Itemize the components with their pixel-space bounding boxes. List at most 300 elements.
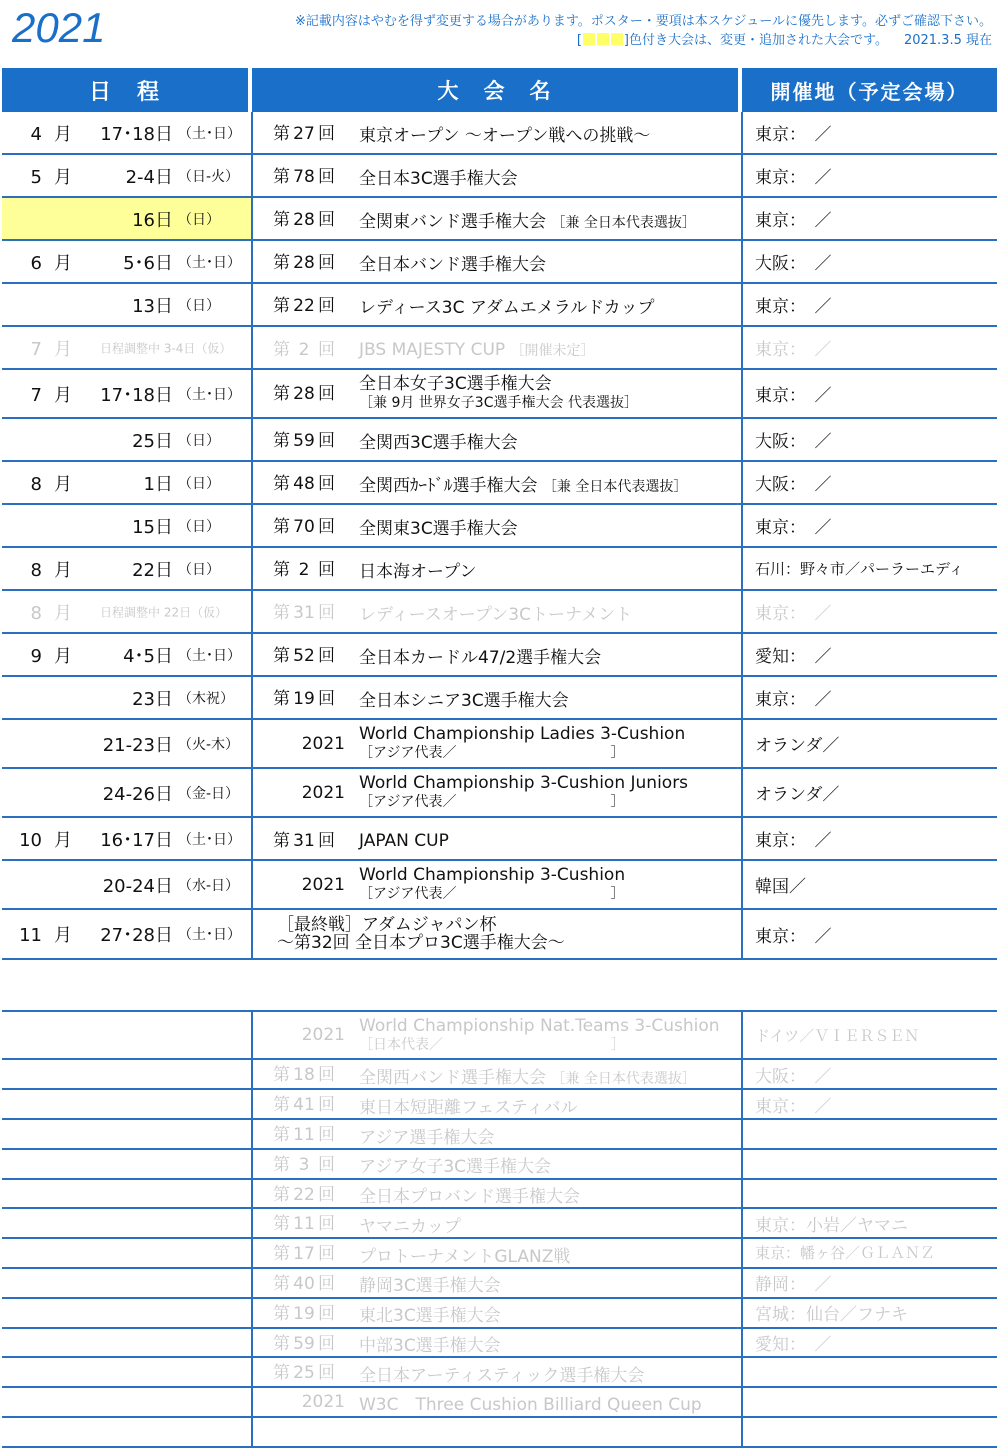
dai-label: 第 xyxy=(273,831,290,851)
venue-text: 東京： ／ xyxy=(755,297,832,317)
schedule-cell xyxy=(2,240,252,283)
round-value: 59 xyxy=(293,1333,315,1354)
table-row xyxy=(2,1328,997,1358)
month-unit: 月 xyxy=(54,252,72,274)
legend-note xyxy=(577,29,992,48)
event-note: ［兼 全日本代表選抜］ xyxy=(551,215,696,232)
venue-cell xyxy=(742,240,997,283)
schedule-cell xyxy=(2,909,252,959)
venue-cell xyxy=(742,418,997,461)
month-value: 8 xyxy=(30,602,42,624)
event-title: 東北3C選手権大会 xyxy=(359,1306,501,1327)
table-row xyxy=(2,1011,997,1059)
event-title: 全日本プロバンド選手権大会 xyxy=(359,1187,580,1207)
kai-label: 回 xyxy=(318,1065,335,1086)
kai-label: 回 xyxy=(318,252,335,273)
table-row xyxy=(2,1208,997,1238)
venue-text: 静岡： ／ xyxy=(755,1275,832,1295)
round-number xyxy=(253,469,345,494)
round-value: 22 xyxy=(293,1184,315,1205)
event-name xyxy=(359,1271,501,1296)
event-date: 25日 xyxy=(132,430,173,452)
table-row xyxy=(2,1268,997,1298)
event-title: 全関東3C選手権大会 xyxy=(359,519,518,540)
month-unit: 月 xyxy=(54,166,72,188)
month-label xyxy=(18,556,78,582)
event-year: 2021 xyxy=(301,782,345,803)
venue-text: 東京： ／ xyxy=(755,518,832,538)
table-row xyxy=(2,1387,997,1417)
round-number xyxy=(253,1358,345,1383)
event-title: 日本海オープン xyxy=(359,562,477,583)
venue-cell xyxy=(742,1119,997,1149)
venue-text: 愛知： ／ xyxy=(755,647,832,667)
round-number xyxy=(253,426,345,451)
month-value: 7 xyxy=(30,338,42,360)
month-value: 5 xyxy=(30,166,42,188)
venue-text: オランダ／ xyxy=(755,736,840,756)
event-date: 17･18日 xyxy=(100,384,173,406)
kai-label: 回 xyxy=(318,1363,335,1384)
event-date: 15日 xyxy=(132,516,173,538)
dai-label: 第 xyxy=(273,473,290,494)
event-cell xyxy=(252,590,742,633)
venue-cell xyxy=(742,1059,997,1089)
event-cell xyxy=(252,1208,742,1238)
event-name xyxy=(359,375,638,412)
schedule-cell xyxy=(2,547,252,590)
legend-bracket-open: [ xyxy=(576,33,582,48)
event-name xyxy=(359,831,449,851)
dai-label: 第 xyxy=(273,295,290,316)
event-date: 1日 xyxy=(143,473,173,495)
event-name xyxy=(359,1063,696,1088)
venue-text: オランダ／ xyxy=(755,785,840,805)
event-cell xyxy=(252,1059,742,1089)
dai-label: 第 xyxy=(273,1125,290,1145)
date-pending: 日程調整中 22日（仮） xyxy=(100,605,228,619)
event-cell xyxy=(252,112,742,154)
round-number xyxy=(253,248,345,273)
schedule-cell xyxy=(2,1179,252,1209)
table-row xyxy=(2,1417,997,1447)
venue-text: 東京： ／ xyxy=(755,386,832,406)
event-title: 全関西バンド選手権大会 xyxy=(359,1067,546,1088)
month-unit: 月 xyxy=(54,559,72,581)
month-unit: 月 xyxy=(54,829,72,851)
table-row xyxy=(2,547,997,590)
venue-cell xyxy=(742,1238,997,1268)
venue-text: 韓国／ xyxy=(755,877,806,897)
event-name xyxy=(359,1331,501,1356)
event-cell xyxy=(252,768,742,817)
dai-label: 第 xyxy=(273,516,290,537)
round-number xyxy=(253,1090,345,1115)
event-cell xyxy=(252,719,742,768)
round-number xyxy=(253,1209,345,1234)
event-subtitle: ［日本代表／ ］ xyxy=(359,1036,625,1053)
round-number xyxy=(253,1060,345,1085)
schedule-cell xyxy=(2,1328,252,1358)
kai-label: 回 xyxy=(318,1333,335,1354)
venue-text: 大阪： ／ xyxy=(755,432,832,452)
round-number xyxy=(253,826,345,851)
venue-text: 東京： ／ xyxy=(755,340,832,360)
table-row xyxy=(2,633,997,676)
schedule-cell xyxy=(2,1208,252,1238)
event-title: World Championship Ladies 3-Cushion xyxy=(359,724,686,744)
header-event: 大 会 名 xyxy=(252,68,738,112)
highlight-swatch xyxy=(597,33,609,45)
kai-label: 回 xyxy=(318,1244,335,1264)
event-title: 全関東バンド選手権大会 xyxy=(359,212,546,233)
table-row xyxy=(2,909,997,959)
table-row xyxy=(2,1357,997,1387)
venue-cell xyxy=(742,197,997,240)
kai-label: 回 xyxy=(318,1273,335,1294)
venue-text: 東京： ／ xyxy=(755,604,832,624)
event-subtitle: ～第32回 全日本プロ3C選手権大会～ xyxy=(277,933,565,953)
schedule-cell xyxy=(2,817,252,860)
event-title: World Championship 3-Cushion xyxy=(359,865,626,885)
venue-text: 大阪： ／ xyxy=(755,1066,832,1087)
event-title: プロトーナメントGLANZ戦 xyxy=(359,1246,571,1267)
event-cell xyxy=(252,326,742,369)
event-name xyxy=(277,916,565,952)
table-row xyxy=(2,154,997,197)
dai-label: 第 xyxy=(273,1154,290,1175)
event-date: 17･18日 xyxy=(100,123,173,145)
table-header xyxy=(2,68,997,112)
month-unit: 月 xyxy=(54,384,72,406)
event-year: 2021 xyxy=(301,733,345,754)
day-of-week: （日） xyxy=(178,518,220,535)
venue-cell xyxy=(742,1268,997,1298)
table-row xyxy=(2,1179,997,1209)
date-pending: 日程調整中 3-4日（仮） xyxy=(100,341,232,355)
event-date: 24-26日 xyxy=(102,783,173,805)
round-value: 52 xyxy=(293,645,315,666)
event-cell xyxy=(252,1179,742,1209)
event-title: アジア選手権大会 xyxy=(359,1127,495,1148)
event-cell xyxy=(252,633,742,676)
schedule-cell xyxy=(2,676,252,719)
event-name xyxy=(359,600,632,625)
kai-label: 回 xyxy=(318,209,335,230)
venue-cell xyxy=(742,633,997,676)
dai-label: 第 xyxy=(273,340,290,360)
schedule-cell xyxy=(2,1238,252,1268)
event-date: 16･17日 xyxy=(100,829,173,851)
schedule-cell xyxy=(2,112,252,154)
event-name xyxy=(359,557,476,582)
header-schedule: 日 程 xyxy=(2,68,248,112)
event-date: 2-4日 xyxy=(125,166,173,188)
header-venue: 開催地（予定会場） xyxy=(742,68,997,112)
round-value: 19 xyxy=(293,1303,315,1324)
event-cell xyxy=(252,197,742,240)
event-title: World Championship Nat.Teams 3-Cushion xyxy=(359,1015,720,1036)
round-value: 40 xyxy=(293,1273,315,1294)
dai-label: 第 xyxy=(273,1333,290,1354)
round-number xyxy=(253,684,345,709)
event-date: 5･6日 xyxy=(123,252,173,274)
kai-label: 回 xyxy=(318,1303,335,1324)
table-row xyxy=(2,1089,997,1119)
event-cell xyxy=(252,1298,742,1328)
venue-cell xyxy=(742,1417,997,1447)
kai-label: 回 xyxy=(318,1125,335,1145)
event-title: 全日本バンド選手権大会 xyxy=(359,255,546,276)
table-row xyxy=(2,1149,997,1179)
event-title: 中部3C選手権大会 xyxy=(359,1336,501,1356)
schedule-cell xyxy=(2,1298,252,1328)
schedule-cell xyxy=(2,283,252,326)
event-name xyxy=(359,774,688,811)
round-value: 17 xyxy=(293,1244,315,1264)
event-cell xyxy=(252,1011,742,1059)
schedule-cell xyxy=(2,1149,252,1179)
schedule-cell xyxy=(2,768,252,817)
event-title: 東日本短距離フェスティバル xyxy=(359,1097,578,1118)
day-of-week: （日） xyxy=(178,432,220,449)
event-year: 2021 xyxy=(301,1392,345,1412)
round-value: 27 xyxy=(293,123,315,144)
month-unit: 月 xyxy=(54,473,72,495)
kai-label: 回 xyxy=(318,1184,335,1205)
kai-label: 回 xyxy=(318,688,335,709)
kai-label: 回 xyxy=(318,1214,335,1235)
dai-label: 第 xyxy=(273,1303,290,1324)
round-value: 19 xyxy=(293,688,315,709)
round-number xyxy=(253,1180,345,1205)
venue-cell xyxy=(742,860,997,909)
event-cell xyxy=(252,1417,742,1447)
event-year: 2021 xyxy=(301,874,345,895)
round-number xyxy=(253,1299,345,1324)
table-row xyxy=(2,676,997,719)
venue-text: 石川：野々市／パーラーエディ xyxy=(755,560,964,578)
venue-cell xyxy=(742,326,997,369)
venue-cell xyxy=(742,1387,997,1417)
venue-text: 愛知： ／ xyxy=(755,1334,832,1355)
month-value: 6 xyxy=(30,252,42,274)
event-date: 16日 xyxy=(132,209,173,231)
table-row xyxy=(2,504,997,547)
event-date: 27･28日 xyxy=(100,925,173,946)
event-name xyxy=(359,1301,501,1326)
venue-cell xyxy=(742,1298,997,1328)
table-row xyxy=(2,461,997,504)
month-label xyxy=(18,642,78,668)
kai-label: 回 xyxy=(318,340,335,360)
schedule-cell xyxy=(2,1387,252,1417)
schedule-cell xyxy=(2,860,252,909)
event-title: ［最終戦］アダムジャパン杯 xyxy=(277,915,497,935)
dai-label: 第 xyxy=(273,1244,290,1264)
dai-label: 第 xyxy=(273,645,290,666)
table-row xyxy=(2,418,997,461)
day-of-week: （日） xyxy=(178,297,220,314)
month-label xyxy=(18,335,78,361)
event-cell xyxy=(252,504,742,547)
dai-label: 第 xyxy=(273,602,290,623)
table-row xyxy=(2,1298,997,1328)
event-name xyxy=(359,1390,702,1415)
round-value: 59 xyxy=(293,430,315,451)
month-label xyxy=(18,381,78,407)
kai-label: 回 xyxy=(318,383,335,404)
table-row xyxy=(2,369,997,418)
round-number xyxy=(253,598,345,623)
event-note: ［開催未定］ xyxy=(510,343,595,359)
month-label xyxy=(18,599,78,625)
venue-text: 東京： ／ xyxy=(755,211,832,231)
schedule-cell xyxy=(2,1011,252,1059)
round-value: 28 xyxy=(293,252,315,273)
round-value: 70 xyxy=(293,516,315,537)
month-value: 8 xyxy=(30,473,42,495)
schedule-cell xyxy=(2,461,252,504)
round-value: 31 xyxy=(293,602,315,623)
event-cell xyxy=(252,1238,742,1268)
event-name xyxy=(359,1152,551,1177)
event-name xyxy=(359,1182,580,1207)
venue-text: 東京： ／ xyxy=(755,831,832,851)
month-value: 7 xyxy=(30,384,42,406)
venue-cell xyxy=(742,676,997,719)
day-of-week: （土･日） xyxy=(178,831,241,848)
venue-text: 東京： ／ xyxy=(755,926,832,947)
round-value: 31 xyxy=(293,831,315,851)
venue-cell xyxy=(742,283,997,326)
as-of-date: 2021.3.5 現在 xyxy=(903,33,992,48)
day-of-week: （金-日） xyxy=(178,785,240,802)
table-row xyxy=(2,240,997,283)
event-subtitle: ［兼 9月 世界女子3C選手権大会 代表選抜］ xyxy=(359,395,638,411)
kai-label: 回 xyxy=(318,645,335,666)
dai-label: 第 xyxy=(273,166,290,187)
month-label xyxy=(18,921,78,947)
event-name xyxy=(359,514,518,539)
day-of-week: （日） xyxy=(178,211,220,228)
round-value: 28 xyxy=(293,209,315,230)
highlight-swatch xyxy=(611,33,623,45)
round-number xyxy=(253,512,345,537)
month-unit: 月 xyxy=(54,925,72,946)
kai-label: 回 xyxy=(318,123,335,144)
disclaimer-note: ※記載内容はやむを得ず変更する場合があります。ポスター・要項は本スケジュールに優先します。必ずご確認下さい。 xyxy=(294,14,992,29)
event-name xyxy=(359,207,696,232)
kai-label: 回 xyxy=(318,166,335,187)
round-number xyxy=(253,205,345,230)
round-value: 11 xyxy=(293,1214,315,1235)
round-number xyxy=(253,1269,345,1294)
table-row xyxy=(2,197,997,240)
month-value: 8 xyxy=(30,559,42,581)
dai-label: 第 xyxy=(273,123,290,144)
day-of-week: （火-木） xyxy=(178,736,240,753)
round-value: 11 xyxy=(293,1125,315,1145)
event-subtitle: ［アジア代表／ ］ xyxy=(359,745,625,761)
schedule-cell xyxy=(2,1357,252,1387)
dai-label: 第 xyxy=(273,430,290,451)
event-title: JBS MAJESTY CUP xyxy=(359,340,506,360)
venue-cell xyxy=(742,719,997,768)
event-date: 22日 xyxy=(132,559,173,581)
day-of-week: （水-日） xyxy=(178,877,240,894)
event-name xyxy=(359,686,569,711)
schedule-cell xyxy=(2,154,252,197)
venue-cell xyxy=(742,1208,997,1238)
event-name xyxy=(359,1212,461,1237)
event-name xyxy=(359,1361,644,1386)
day-of-week: （土･日） xyxy=(178,927,241,943)
schedule-cell xyxy=(2,197,252,240)
kai-label: 回 xyxy=(318,430,335,451)
round-value: 2 xyxy=(298,340,310,360)
month-label xyxy=(18,470,78,496)
kai-label: 回 xyxy=(318,1154,335,1175)
schedule-table xyxy=(2,112,997,1448)
event-cell xyxy=(252,154,742,197)
venue-cell xyxy=(742,1357,997,1387)
event-cell xyxy=(252,240,742,283)
venue-cell xyxy=(742,1149,997,1179)
venue-cell xyxy=(742,369,997,418)
event-title: 全日本3C選手権大会 xyxy=(359,169,518,190)
event-title: 全日本シニア3C選手権大会 xyxy=(359,691,569,712)
table-row xyxy=(2,1238,997,1268)
month-value: 9 xyxy=(30,645,42,667)
venue-text: 大阪： ／ xyxy=(755,475,832,495)
kai-label: 回 xyxy=(318,1095,335,1116)
table-row xyxy=(2,590,997,633)
event-title: ヤマニカップ xyxy=(359,1216,461,1237)
event-date: 13日 xyxy=(132,295,173,317)
venue-cell xyxy=(742,504,997,547)
schedule-cell xyxy=(2,326,252,369)
event-title: 全日本カードル47/2選手権大会 xyxy=(359,648,602,669)
round-value: 78 xyxy=(293,166,315,187)
round-number xyxy=(253,1239,345,1264)
day-of-week: （土･日） xyxy=(178,254,241,271)
schedule-cell xyxy=(2,504,252,547)
dai-label: 第 xyxy=(273,1065,290,1086)
table-row xyxy=(2,719,997,768)
event-cell xyxy=(252,1149,742,1179)
day-of-week: （木祝） xyxy=(178,690,234,707)
venue-text: 宮城：仙台／フナキ xyxy=(755,1305,908,1325)
event-cell xyxy=(252,461,742,504)
dai-label: 第 xyxy=(273,252,290,273)
page-year: 2021 xyxy=(12,4,106,51)
dai-label: 第 xyxy=(273,559,290,580)
event-title: 全日本アーティスティック選手権大会 xyxy=(359,1365,645,1386)
round-number xyxy=(253,641,345,666)
event-name xyxy=(359,725,685,762)
table-row xyxy=(2,817,997,860)
month-label xyxy=(18,826,78,852)
event-date: 21-23日 xyxy=(102,734,173,756)
event-cell xyxy=(252,860,742,909)
month-unit: 月 xyxy=(54,645,72,667)
dai-label: 第 xyxy=(273,1363,290,1384)
table-row xyxy=(2,283,997,326)
round-value: 22 xyxy=(293,295,315,316)
legend-text: ]色付き大会は、変更・追加された大会です。 xyxy=(623,33,888,48)
event-cell xyxy=(252,1089,742,1119)
